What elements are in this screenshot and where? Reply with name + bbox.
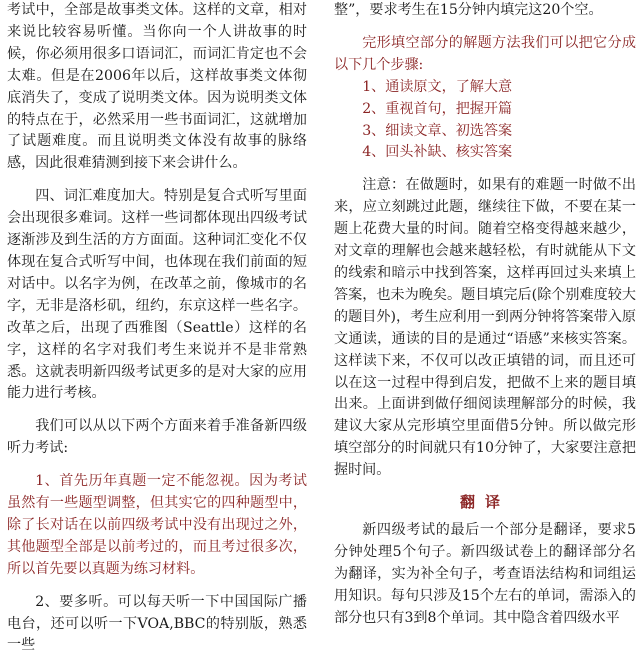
list-item: 4、回头补缺、核实答案: [362, 144, 513, 161]
spacer: [7, 175, 307, 186]
left-column: [7, 0, 307, 657]
paragraph-listen-more-tip: 2、要多听。可以每天听一下中国国际广播电台，还可以听一下VOA,BBC的特别版，熟悉一些: [7, 593, 307, 654]
paragraph-vocabulary-difficulty: 四、词汇难度加大。特别是复合式听写里面会出现很多难词。这样一些词都体现出四级考试逐渐涉及到生活的方方面面。这种词汇变化不仅体现在复合式听写中间，也体现在我们前面的短对话中。以名字为例，在改革之前，像城市的名字，无非是洛杉矶，纽约，东京这样一些名字。改革之后，出现了西雅图（Seattle）这样的名字，这样的名字对我们考生来说并不是非常熟悉。这就表明新四级考试更多的是对大家的应用能力进行考核。: [7, 188, 307, 402]
spacer: [7, 581, 307, 592]
right-column: [334, 0, 636, 629]
paragraph-cloze-notes: 注意：在做题时，如果有的难题一时做不出来，应立刻跳过此题，继续往下做，不要在某一题上花费大量的时间。随着空格变得越来越少，对文章的理解也会越来越轻松，有时就能从下文的线索和暗示中找到答案，这样再回过头来填上答案，也未为晚矣。题目填完后(除个别难度较大的题目外)，考生应利用一到两分钟将答案带入原文通读，通读的目的是通过“语感”来核实答案。这样读下来，不仅可以改正填错的词，而且还可以在这一过程中得到启发，把做不上来的题目填出来。上面讲到做仔细阅读理解部分的时候，我建议大家从完形填空里面借5分钟。所以做完形填空部分的时间就只有10分钟了，大家要注意把握时间。: [334, 177, 636, 479]
paragraph-preparation-intro: 我们可以从以下两个方面来着手准备新四级听力考试:: [7, 418, 307, 457]
cloze-steps-list: [334, 77, 636, 165]
paragraph-cloze-time: 整”，要求考生在15分钟内填完这20个空。: [334, 2, 603, 18]
paragraph-cloze-method-intro: 完形填空部分的解题方法我们可以把它分成以下几个步骤:: [334, 34, 636, 73]
paragraph-story-texts: 考试中，全部是故事类文体。这样的文章，相对来说比较容易听懂。当你向一个人讲故事的时候，你必须用很多口语词汇，而词汇肯定也不会太难。但是在2006年以后，这样故事类文体彻底消失了，变成了说明类文体。因为说明类文体的特点在于，必然采用一些书面词汇，这就增加了试题难度。而且说明类文体没有故事的脉络感，因此很难猜测到接下来会讲什么。: [7, 2, 307, 172]
spacer: [7, 460, 307, 471]
spacer: [7, 405, 307, 416]
list-item: 3、细读文章、初选答案: [362, 122, 513, 139]
spacer: [334, 164, 636, 175]
list-item: 2、重视首句，把握开篇: [362, 100, 513, 117]
paragraph-past-exams-tip: 1、首先历年真题一定不能忽视。因为考试虽然有一些题型调整，但其实它的四种题型中，除了长对话在以前四级考试中没有出现过之外，其他题型全部是以前考过的，而且考过很多次，所以首先要以真题为练习材料。: [7, 473, 307, 577]
section-heading-translation: 翻译: [459, 493, 510, 512]
paragraph-translation-intro: 新四级考试的最后一个部分是翻译，要求5分钟处理5个句子。新四级试卷上的翻译部分名为翻译，实为补全句子，考查语法结构和词组运用知识。每句只涉及15个左右的单词，需添入的部分也只有3到8个单词。其中隐含着四级水平: [334, 521, 636, 626]
spacer: [334, 22, 636, 33]
list-item: 1、通读原文，了解大意: [362, 78, 513, 95]
